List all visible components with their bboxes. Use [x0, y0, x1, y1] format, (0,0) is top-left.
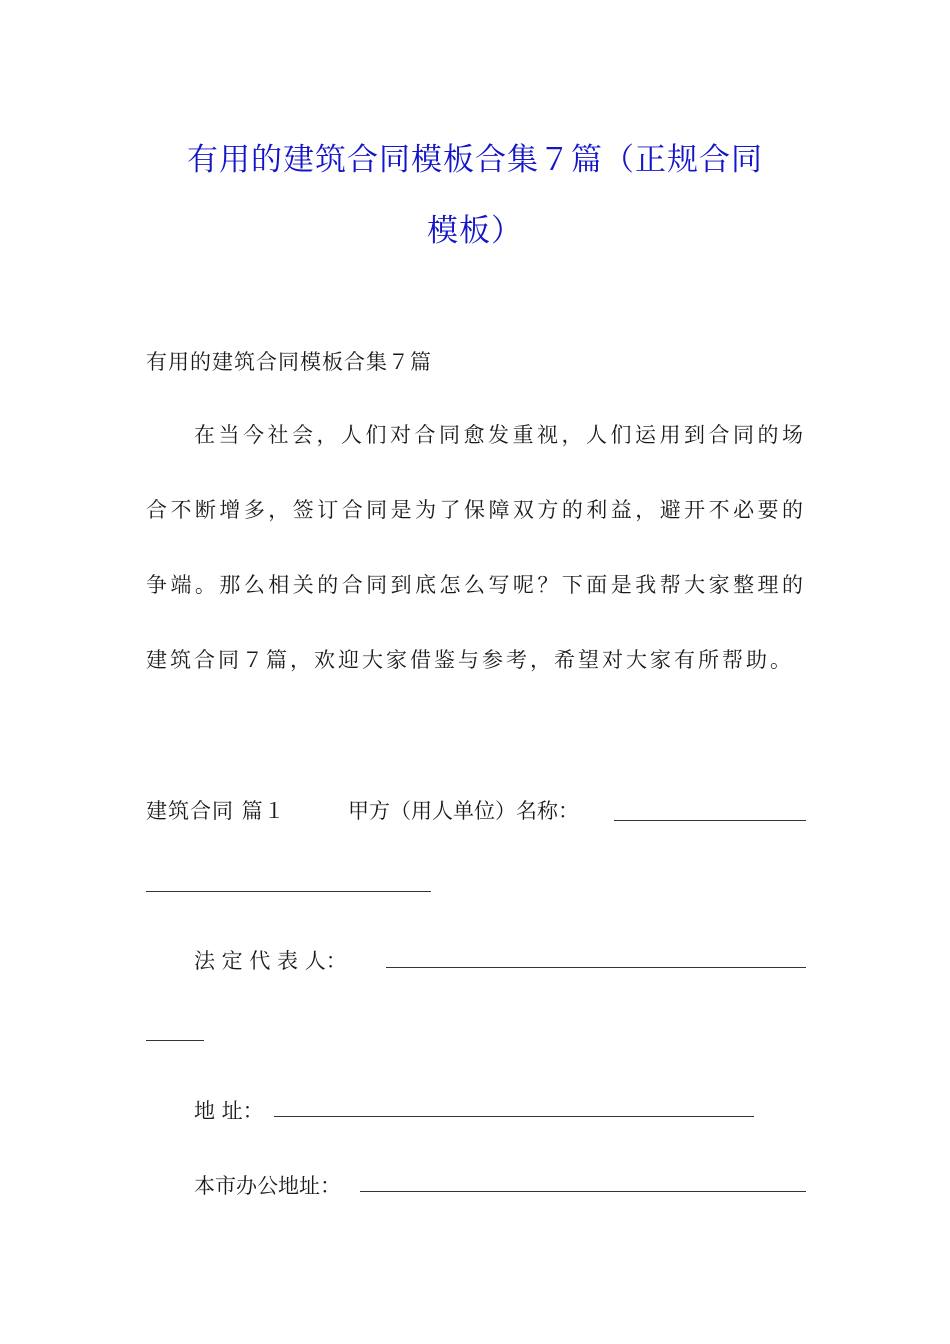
legal-rep-label: 法 定 代 表 人： — [194, 949, 347, 973]
legal-rep-blank — [386, 967, 806, 968]
section-heading: 建筑合同 篇１ — [146, 799, 286, 823]
office-address-blank — [360, 1191, 806, 1192]
document-title-line-2: 模板） — [427, 213, 523, 249]
document-title-line-1: 有用的建筑合同模板合集７篇（正规合同 — [187, 142, 763, 178]
party-a-name-blank — [614, 820, 806, 821]
legal-rep-blank-cont — [146, 1040, 204, 1041]
document-subtitle: 有用的建筑合同模板合集７篇 — [146, 350, 432, 374]
intro-paragraph: 在当今社会，人们对合同愈发重视，人们运用到合同的场合不断增多，签订合同是为了保障双方的利益，避开不必要的争端。那么相关的合同到底怎么写呢？下面是我帮大家整理的建筑合同７篇，欢迎大家借鉴与参考，希望对大家有所帮助。 — [146, 423, 806, 672]
party-a-name-label: 甲方（用人单位）名称： — [348, 799, 579, 823]
office-address-label: 本市办公地址： — [194, 1174, 341, 1198]
address-label: 地 址： — [194, 1099, 264, 1123]
party-a-name-blank-cont — [146, 891, 431, 892]
address-blank — [274, 1116, 754, 1117]
